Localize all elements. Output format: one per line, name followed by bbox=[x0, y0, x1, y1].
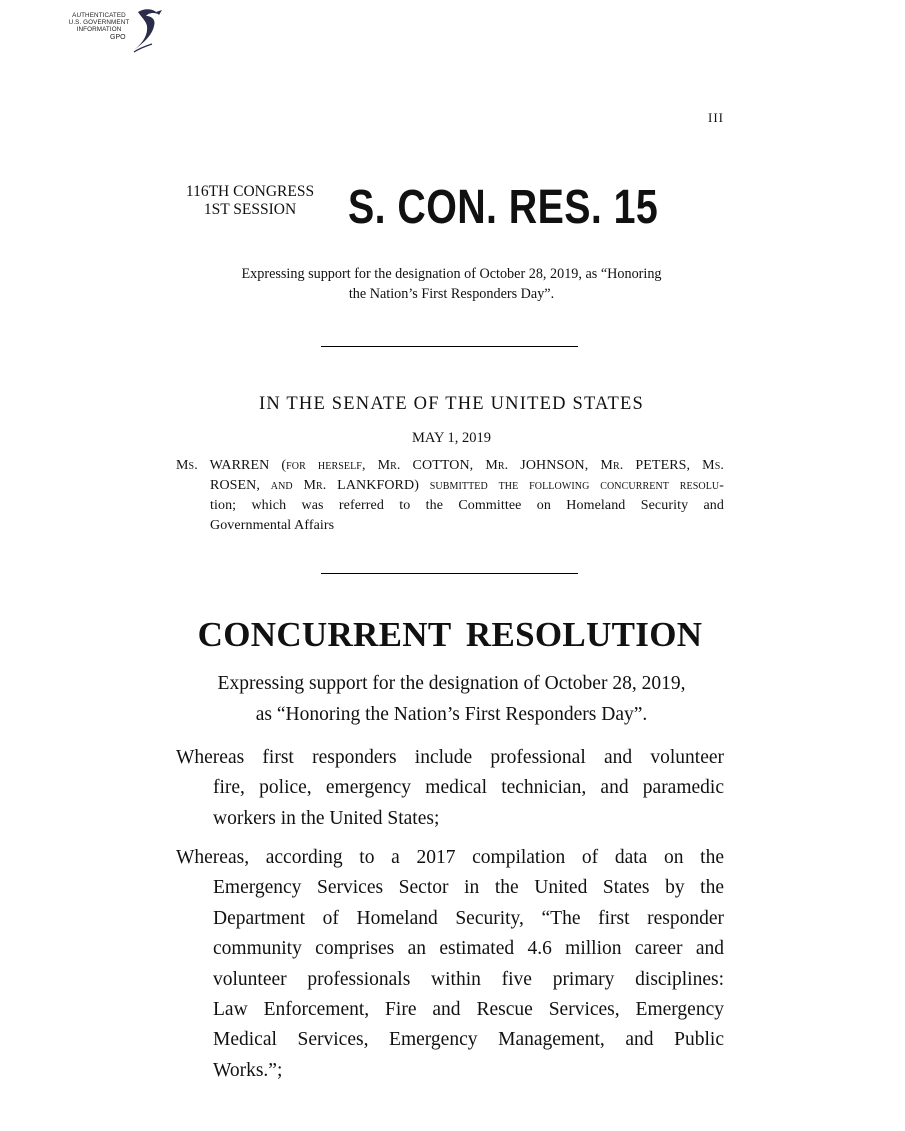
seal-text-line: AUTHENTICATED bbox=[72, 12, 126, 19]
divider-rule bbox=[321, 346, 578, 347]
short-title-line: the Nation’s First Responders Day”. bbox=[348, 286, 555, 302]
seal-text-line: INFORMATION bbox=[76, 26, 122, 33]
seal-gpo-text: GPO bbox=[110, 34, 126, 41]
session-number: 1ST SESSION bbox=[203, 201, 297, 218]
eagle-seal-icon bbox=[130, 6, 166, 56]
short-title-line: Expressing support for the designation of October 28, 2019, as “Honoring bbox=[241, 266, 662, 282]
bill-number: S. CON. RES. 15 bbox=[348, 181, 659, 234]
clause-line: Whereas first responders include professional and volunteer bbox=[176, 747, 724, 768]
clause-line: workers in the United States; bbox=[213, 807, 440, 829]
long-title bbox=[180, 669, 723, 730]
long-title-line: as “Honoring the Nation’s First Responders Day”. bbox=[255, 703, 648, 725]
clause-line: Works.”; bbox=[213, 1059, 283, 1081]
sponsor-line: ROSEN, and Mr. LANKFORD) submitted the following concurrent resolu- bbox=[210, 478, 724, 493]
clause-line: Emergency Services Sector in the United States by the bbox=[213, 877, 724, 899]
document-type-heading: CONCURRENT RESOLUTION bbox=[197, 615, 703, 654]
whereas-clause bbox=[176, 843, 724, 1086]
gpo-authentication-seal bbox=[60, 4, 170, 56]
congress-session-block bbox=[170, 183, 330, 219]
seal-text-line: U.S. GOVERNMENT bbox=[68, 19, 130, 26]
clause-line: Law Enforcement, Fire and Rescue Services, Emergency bbox=[213, 998, 724, 1020]
long-title-line: Expressing support for the designation of October 28, 2019, bbox=[217, 673, 686, 694]
clause-line: Whereas, according to a 2017 compilation of data on the bbox=[176, 847, 724, 868]
clause-line: Department of Homeland Security, “The first responder bbox=[213, 907, 724, 929]
sponsor-line: Governmental Affairs bbox=[210, 518, 335, 533]
sponsor-paragraph bbox=[176, 456, 724, 536]
clause-line: Medical Services, Emergency Management, and Public bbox=[213, 1029, 724, 1051]
congress-number: 116TH CONGRESS bbox=[185, 183, 315, 200]
introduction-date: MAY 1, 2019 bbox=[411, 430, 492, 446]
chamber-heading: IN THE SENATE OF THE UNITED STATES bbox=[259, 394, 644, 414]
short-title bbox=[180, 264, 723, 304]
clause-line: volunteer professionals within five primary disciplines: bbox=[213, 968, 724, 990]
clause-line: community comprises an estimated 4.6 million career and bbox=[213, 938, 724, 960]
divider-rule bbox=[321, 573, 578, 574]
sponsor-line: Ms. WARREN (for herself, Mr. COTTON, Mr. JOHNSON, Mr. PETERS, Ms. bbox=[176, 458, 724, 473]
page-number: III bbox=[708, 110, 724, 125]
whereas-clause bbox=[176, 743, 724, 834]
sponsor-line: tion; which was referred to the Committee on Homeland Security and bbox=[210, 498, 724, 513]
clause-line: fire, police, emergency medical technician, and paramedic bbox=[213, 777, 724, 799]
